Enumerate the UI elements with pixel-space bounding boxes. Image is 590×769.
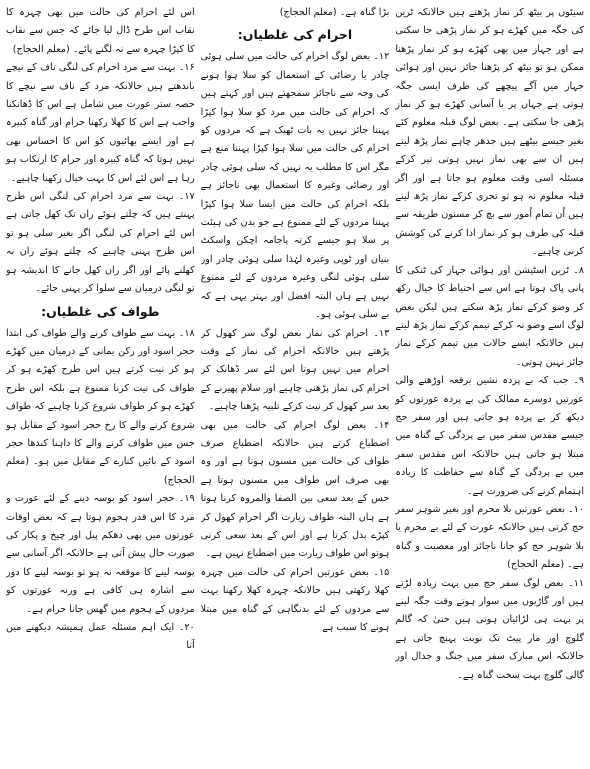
section-heading-tawaf-mistakes: طواف کی غلطیاں: bbox=[41, 303, 160, 319]
paragraph: بڑا گناہ ہے۔ (معلم الحجاج) bbox=[279, 7, 390, 18]
paragraph: ۱۲۔ بعض لوگ احرام کی حالت میں سلی ہوئی چادر یا رضائی کے استعمال کو سلا ہوا ہونے کی وجہ سے ناجائز سمجھتے ہیں اور کہتے ہیں کہ احرام کی حالت میں مرد کو سلا ہوا کپڑا پہننا جائز نہیں یہ بات ٹھیک ہے کہ مردوں کو احرام کی حالت میں سلا ہوا کپڑا پہننا منع ہے مگر اس کا مطلب یہ نہیں کہ سلی ہوئی چادر اور رضائی وغیرہ کا استعمال بھی ناجائز ہے بلکہ احرام کی حالت میں ایسا سلا ہوا کپڑا پہننا مردوں کے لئے ممنوع ہے جو بدن کی ہیئت پر سلا ہو جیسے کرتہ پاجامہ اچکن واسکٹ بنیان اور ٹوپی وغیرہ لہٰذا سلی ہوئی چادر اور سلی ہوئی لنگی وغیرہ مردوں کے لئے ممنوع نہیں ہے ہاں البتہ افضل اور بہتر یہی ہے کہ بے سلی ہوئی ہو۔ bbox=[200, 51, 390, 321]
paragraph: ۱۰۔ بعض عورتیں بلا محرم اور بغیر شوہر سفر حج کرتی ہیں حالانکہ عورت کے لئے بے محرم یا بلا شوہر حج کو جانا ناجائز اور معصیت و گناہ ہے۔ (معلم الحجاج) bbox=[395, 503, 584, 571]
paragraph: ۱۳۔ احرام کی نماز بعض لوگ سر کھول کر پڑھتے ہیں حالانکہ احرام کی نماز کے وقت احرام میں نہیں ہوتا اس لئے سر ڈھانک کر احرام کی نماز پڑھنی چاہیے اور سلام پھیرنے کے بعد سر کھول کر نیت کرکے تلبیہ پڑھنا چاہیے۔ bbox=[200, 327, 390, 413]
paragraph: ۱۵۔ بعض عورتیں احرام کی حالت میں چہرہ کھلا رکھتی ہیں حالانکہ چہرہ کھلا رکھنا بہت سے مردوں کے لئے بدنگاہی کے گناہ میں مبتلا ہونے کا سبب ہے bbox=[200, 566, 390, 633]
paragraph: ۱۷۔ بہت سے مرد احرام کی لنگی اس طرح پہنتے ہیں کہ چلتے ہوئے ران تک کھل جاتی ہے اس لئے احرام کی لنگی اگر بغیر سلی ہو تو اس طرح پہنی چاہیے کہ چلتے ہوئے ران نہ کھلنے پائے اور اگر ران کھل جانے کا اندیشہ ہو تو لنگی درمیان سے سلوا کر پہنی جائے۔ bbox=[5, 191, 195, 295]
text-column-middle bbox=[201, 4, 390, 765]
paragraph: ۱۱۔ بعض لوگ سفر حج میں بہت زیادہ لڑتے ہیں اور گاڑیوں میں سوار ہوتے وقت جگہ لینے پر بہت ہی لڑائیاں ہوتی ہیں حتیٰ کہ گالم گلوچ اور مار پیٹ تک نوبت پہنچ جاتی ہے حالانکہ اس مبارک سفر میں جنگ و جدال اور گالی گلوچ بہت سخت گناہ ہے۔ bbox=[395, 577, 584, 681]
paragraph: ۱۴۔ بعض لوگ احرام کی حالت میں بھی اضطباع کرتے ہیں حالانکہ اضطباع صرف طواف کی حالت میں مسنون ہوتا ہے اور وہ بھی صرف اس طواف میں مسنون ہوتا ہے جس کے بعد سعی بین الصفا والمروہ کرنا ہوتا ہے ہاں البتہ طواف زیارت اگر احرام کھول کر کپڑے بدل کرتا ہے اور اس کے بعد سعی کرنی ہوتو اس طواف زیارت میں اضطباع نہیں ہے۔ bbox=[200, 419, 390, 560]
paragraph: ۹۔ جب کہ بے پردہ نشین برقعہ اوڑھنے والی عورتیں دوسرے ممالک کی بے پردہ عورتوں کو دیکھ کر بے پردہ ہو جاتی ہیں اور سفر حج جیسے مقدس سفر میں بے پردگی کے گناہ میں مبتلا ہو جاتی ہیں حالانکہ اس مقدس سفر میں بے پردگی کے گناہ سے حفاظت کا زیادہ اہتمام کرنے کی ضرورت ہے۔ bbox=[395, 375, 584, 497]
paragraph: سیٹوں پر بیٹھ کر نماز پڑھتے ہیں حالانکہ ٹرین کی جگہ میں کھڑے ہو کر نماز پڑھی جا سکتی ہے اور جہاز میں بھی کھڑے ہو کر نماز پڑھنا ممکن ہو تو بیٹھ کر پڑھنا جائز نہیں اور ہوائی جہاز میں آگے پیچھے کی طرف ایسی جگہ ہوتی ہے جہاں پر با آسانی کھڑے ہو کر نماز پڑھی جا سکتی ہے۔ بعض لوگ قبلہ معلوم کئے بغیر جیسے بیٹھے ہیں جدھر چاہے نماز پڑھ لیتے ہیں ان سے بھی نماز نہیں ہوتی تیر کرکے مسئلہ اسی وقت معلوم ہو جاتا ہے اور اگر قبلہ معلوم نہ ہو تو تحری کرکے نماز پڑھ لیتے ہیں اُن تمام اُمور سے بچ کر مسنون طریقہ سے قبلہ کی طرف ہو کر نماز ادا کرنے کی کوشش کرنی چاہیے۔ bbox=[395, 7, 584, 258]
paragraph: ۲۰۔ ایک اہم مسئلہ عمل ہمیشہ دیکھنے میں آتا bbox=[5, 622, 195, 652]
paragraph: ۱۹۔ حجر اسود کو بوسہ دینے کے لئے عورت و مرد کا اس قدر ہجوم ہوتا ہے کہ بعض اوقات عورتوں میں بھی دھکم پیل اور چیخ و پکار کی صورت حال پیش آتی ہے حالانکہ اگر آسانی سے بوسہ لینے کا موقعہ نہ ہو تو بوسہ لینے کا دور سے اشارہ ہی کافی ہے ورنہ عورتوں کو مردوں کے ہجوم میں گھس جانا حرام ہے۔ bbox=[5, 493, 195, 615]
paragraph: ۸۔ ٹرین اسٹیشن اور ہوائی جہاز کی ٹنکی کا پانی پاک ہوتا ہے اس سے احتیاط کا خیال رکھ کر وضو کرکے نماز پڑھ سکتے ہیں لیکن بعض لوگ اسے وضو نہ کرکے تیمم کرکے نماز پڑھ لیتے ہیں حالانکہ ایسے حالات میں تیمم کرکے نماز جائز نہیں ہوتی۔ bbox=[395, 264, 584, 368]
paragraph: ۱۶۔ بہت سے مرد احرام کی لنگی ناف کے نیچے باندھتے ہیں حالانکہ مرد کے ناف سے نیچے کا حصہ ستر عورت میں شامل ہے اس کا ڈھانکنا واجب ہے اس کا کھلا رکھنا حرام اور گناہ کبیرہ ہے اور ایسے بھائیوں کو اس کا احساس بھی نہیں ہوتا کہ گناہ کبیرہ اور حرام کا ارتکاب ہو رہا ہے اس لئے اس کا بہت خیال رکھنا چاہیے۔ bbox=[5, 62, 195, 184]
text-column-left bbox=[6, 4, 195, 765]
paragraph: اس لئے احرام کی حالت میں بھی چہرہ کا نقاب اس طرح ڈال لیا جائے کہ جس سے نقاب کا کپڑا چہرہ سے نہ لگنے پائے۔ (معلم الحجاج) bbox=[5, 7, 195, 55]
text-column-right bbox=[395, 4, 584, 765]
section-heading-ihram-mistakes: احرام کی غلطیاں: bbox=[237, 27, 353, 43]
paragraph: ۱۸۔ بہت سے طواف کرنے والے طواف کی ابتدا حجر اسود اور رکن یمانی کے درمیان میں کھڑے ہو کر نیت کرتے ہیں اس طرح کھڑے ہو کر طواف کی نیت کرنا ممنوع ہے بلکہ اس طرح کھڑے ہو کر طواف شروع کرنا چاہیے کہ طواف شروع کرنے والے کا رخ حجر اسود کے مقابل ہو جس میں طواف کرنے والے کا داہنا کندھا حجر اسود کے بائیں کنارے کے مقابل میں ہو۔ (معلم الحجاج) bbox=[5, 327, 195, 486]
